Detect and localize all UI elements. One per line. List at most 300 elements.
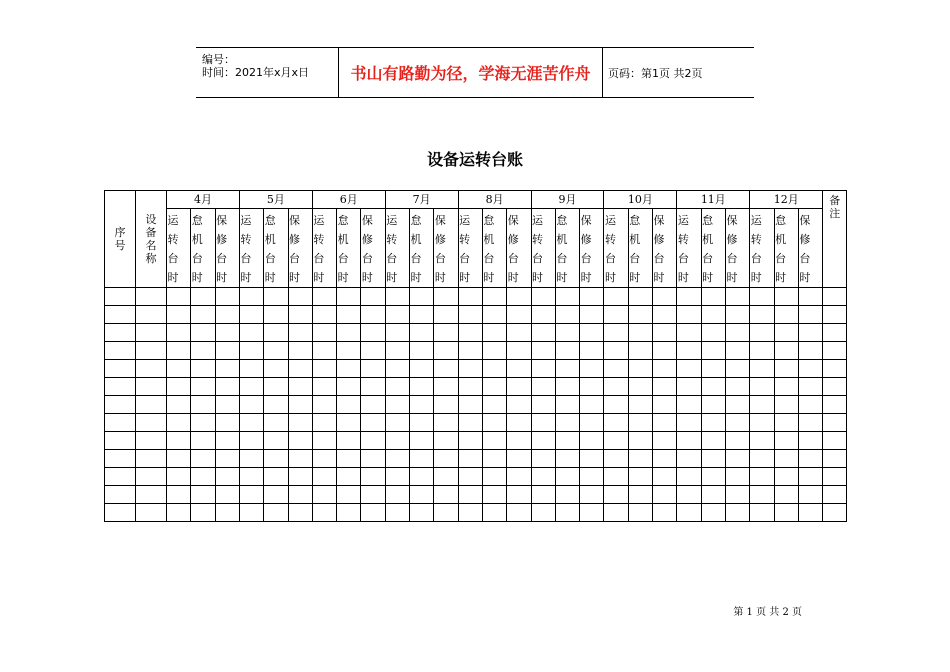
table-cell [653, 324, 677, 342]
month-header: 6月 [312, 191, 385, 209]
table-cell [555, 360, 579, 378]
table-cell [337, 396, 361, 414]
table-cell [750, 486, 774, 504]
table-cell [361, 360, 385, 378]
sub-header-label: 保修台时 [726, 214, 738, 284]
table-cell [628, 450, 652, 468]
table-cell [580, 504, 604, 522]
table-cell [750, 378, 774, 396]
sub-header-label: 运转台时 [240, 214, 252, 284]
sub-header-label: 保修台时 [507, 214, 519, 284]
table-cell [239, 306, 263, 324]
table-cell [823, 468, 847, 486]
table-cell [555, 324, 579, 342]
table-cell [410, 450, 434, 468]
table-cell [288, 324, 312, 342]
table-cell [337, 450, 361, 468]
table-cell [167, 360, 191, 378]
table-cell [191, 324, 215, 342]
table-cell [750, 432, 774, 450]
remark-header-label: 备注 [829, 194, 841, 220]
table-cell [798, 396, 822, 414]
table-cell [531, 414, 555, 432]
table-cell [264, 306, 288, 324]
sub-header [531, 209, 555, 288]
sub-header-label: 运转台时 [532, 214, 544, 284]
table-cell [105, 396, 136, 414]
table-cell [774, 288, 798, 306]
table-cell [653, 432, 677, 450]
table-cell [798, 342, 822, 360]
table-cell [288, 504, 312, 522]
table-cell [798, 504, 822, 522]
table-cell [604, 306, 628, 324]
table-cell [531, 450, 555, 468]
page-code-text: 页码：第1页 共2页 [608, 66, 703, 80]
equipment-ledger-table [104, 190, 847, 522]
table-cell [191, 288, 215, 306]
table-cell [774, 396, 798, 414]
table-cell [191, 342, 215, 360]
table-cell [312, 360, 336, 378]
table-row [105, 396, 847, 414]
table-cell [191, 306, 215, 324]
table-cell [774, 360, 798, 378]
table-cell [191, 378, 215, 396]
table-cell [823, 486, 847, 504]
table-cell [312, 468, 336, 486]
month-header: 4月 [167, 191, 240, 209]
sub-header [264, 209, 288, 288]
table-cell [385, 468, 409, 486]
table-cell [507, 288, 531, 306]
table-cell [750, 306, 774, 324]
table-cell [701, 396, 725, 414]
table-cell [361, 468, 385, 486]
table-cell [701, 450, 725, 468]
table-cell [604, 432, 628, 450]
table-cell [136, 396, 167, 414]
table-cell [750, 342, 774, 360]
sub-header-label: 运转台时 [459, 214, 471, 284]
table-cell [434, 342, 458, 360]
table-cell [774, 450, 798, 468]
table-cell [604, 360, 628, 378]
table-cell [337, 342, 361, 360]
table-cell [337, 306, 361, 324]
sub-header [507, 209, 531, 288]
table-cell [604, 342, 628, 360]
table-cell [337, 468, 361, 486]
table-cell [507, 504, 531, 522]
table-cell [312, 306, 336, 324]
table-cell [385, 360, 409, 378]
table-cell [434, 450, 458, 468]
sub-header-label: 保修台时 [361, 214, 373, 284]
sub-header [482, 209, 506, 288]
table-row [105, 414, 847, 432]
table-cell [288, 432, 312, 450]
table-cell [628, 504, 652, 522]
table-cell [458, 288, 482, 306]
table-cell [288, 378, 312, 396]
sub-header [410, 209, 434, 288]
table-cell [167, 324, 191, 342]
table-cell [385, 342, 409, 360]
table-cell [701, 360, 725, 378]
table-cell [458, 450, 482, 468]
table-cell [167, 342, 191, 360]
table-cell [264, 504, 288, 522]
table-cell [653, 396, 677, 414]
table-cell [239, 414, 263, 432]
sub-header [288, 209, 312, 288]
seq-header-label: 序号 [114, 226, 126, 252]
table-cell [725, 504, 749, 522]
table-cell [555, 342, 579, 360]
table-cell [701, 414, 725, 432]
remark-header [823, 191, 847, 288]
table-cell [653, 288, 677, 306]
sub-header-label: 怠机台时 [264, 214, 276, 284]
table-cell [628, 468, 652, 486]
table-cell [604, 414, 628, 432]
table-cell [312, 414, 336, 432]
table-cell [531, 360, 555, 378]
table-cell [774, 324, 798, 342]
table-cell [531, 396, 555, 414]
table-cell [136, 504, 167, 522]
sub-header-label: 运转台时 [386, 214, 398, 284]
document-header [196, 47, 754, 98]
sub-header-label: 保修台时 [434, 214, 446, 284]
table-cell [653, 360, 677, 378]
table-cell [410, 504, 434, 522]
table-cell [604, 468, 628, 486]
table-cell [482, 468, 506, 486]
sub-header-label: 保修台时 [216, 214, 228, 284]
table-cell [312, 288, 336, 306]
table-cell [385, 324, 409, 342]
month-header: 7月 [385, 191, 458, 209]
page-footer: 第 1 页 共 2 页 [733, 607, 802, 618]
table-cell [458, 486, 482, 504]
table-cell [215, 432, 239, 450]
table-cell [798, 324, 822, 342]
table-cell [750, 504, 774, 522]
table-cell [677, 504, 701, 522]
sub-header [750, 209, 774, 288]
table-cell [167, 378, 191, 396]
table-cell [725, 360, 749, 378]
table-cell [458, 504, 482, 522]
sub-header [167, 209, 191, 288]
table-cell [482, 504, 506, 522]
table-cell [410, 486, 434, 504]
table-cell [458, 378, 482, 396]
table-cell [136, 360, 167, 378]
table-cell [288, 450, 312, 468]
month-header: 12月 [750, 191, 823, 209]
table-cell [434, 486, 458, 504]
table-cell [823, 324, 847, 342]
table-cell [725, 396, 749, 414]
table-cell [264, 432, 288, 450]
sub-header-label: 保修台时 [799, 214, 811, 284]
sub-header [191, 209, 215, 288]
table-cell [580, 396, 604, 414]
table-cell [264, 486, 288, 504]
table-cell [215, 378, 239, 396]
table-cell [677, 432, 701, 450]
table-cell [604, 324, 628, 342]
table-cell [264, 468, 288, 486]
table-cell [531, 342, 555, 360]
table-cell [580, 486, 604, 504]
table-cell [798, 414, 822, 432]
table-cell [361, 432, 385, 450]
table-cell [653, 450, 677, 468]
table-cell [482, 486, 506, 504]
sub-header [580, 209, 604, 288]
equipment-name-header [136, 191, 167, 288]
table-cell [774, 306, 798, 324]
table-row [105, 306, 847, 324]
sub-header [458, 209, 482, 288]
table-cell [701, 342, 725, 360]
table-cell [823, 378, 847, 396]
table-cell [434, 432, 458, 450]
table-cell [628, 486, 652, 504]
table-cell [725, 414, 749, 432]
table-cell [105, 288, 136, 306]
motto-text: 书山有路勤为径，学海无涯苦作舟 [338, 48, 603, 97]
table-cell [628, 288, 652, 306]
table-cell [555, 396, 579, 414]
sub-header [215, 209, 239, 288]
table-cell [677, 468, 701, 486]
table-cell [167, 288, 191, 306]
table-cell [361, 342, 385, 360]
table-cell [361, 504, 385, 522]
table-cell [580, 288, 604, 306]
table-cell [215, 342, 239, 360]
table-cell [531, 468, 555, 486]
table-cell [288, 360, 312, 378]
table-cell [264, 396, 288, 414]
table-cell [167, 486, 191, 504]
table-cell [555, 378, 579, 396]
table-cell [798, 450, 822, 468]
table-cell [458, 324, 482, 342]
sub-header-label: 运转台时 [313, 214, 325, 284]
table-cell [136, 450, 167, 468]
table-cell [604, 378, 628, 396]
month-header: 10月 [604, 191, 677, 209]
table-cell [725, 324, 749, 342]
table-cell [136, 288, 167, 306]
table-cell [482, 360, 506, 378]
table-cell [580, 342, 604, 360]
table-cell [105, 306, 136, 324]
table-cell [531, 432, 555, 450]
table-cell [507, 342, 531, 360]
table-cell [653, 504, 677, 522]
table-cell [239, 504, 263, 522]
table-cell [482, 414, 506, 432]
table-cell [580, 378, 604, 396]
table-cell [798, 432, 822, 450]
table-cell [458, 414, 482, 432]
table-cell [239, 468, 263, 486]
table-cell [167, 432, 191, 450]
table-cell [434, 504, 458, 522]
table-row [105, 486, 847, 504]
table-cell [677, 450, 701, 468]
table-cell [239, 432, 263, 450]
sub-header [653, 209, 677, 288]
table-cell [507, 396, 531, 414]
table-cell [434, 360, 458, 378]
table-cell [580, 306, 604, 324]
table-cell [628, 324, 652, 342]
table-cell [136, 324, 167, 342]
table-cell [555, 432, 579, 450]
table-cell [531, 486, 555, 504]
table-cell [458, 432, 482, 450]
table-cell [105, 432, 136, 450]
table-cell [750, 450, 774, 468]
table-cell [264, 288, 288, 306]
sub-header-label: 保修台时 [289, 214, 300, 284]
table-row [105, 504, 847, 522]
table-cell [337, 360, 361, 378]
table-cell [531, 504, 555, 522]
table-cell [288, 306, 312, 324]
sub-header [701, 209, 725, 288]
table-cell [774, 342, 798, 360]
table-cell [701, 324, 725, 342]
sub-header-label: 怠机台时 [337, 214, 349, 284]
table-cell [410, 360, 434, 378]
table-cell [337, 378, 361, 396]
table-cell [385, 288, 409, 306]
sub-header [434, 209, 458, 288]
table-cell [385, 486, 409, 504]
table-cell [653, 342, 677, 360]
table-cell [507, 486, 531, 504]
table-cell [701, 504, 725, 522]
table-cell [215, 288, 239, 306]
table-cell [628, 342, 652, 360]
table-cell [701, 486, 725, 504]
table-cell [458, 342, 482, 360]
table-cell [167, 396, 191, 414]
table-cell [823, 414, 847, 432]
table-cell [191, 468, 215, 486]
table-cell [410, 342, 434, 360]
table-cell [312, 378, 336, 396]
table-cell [604, 288, 628, 306]
table-cell [798, 360, 822, 378]
table-cell [750, 324, 774, 342]
table-cell [628, 306, 652, 324]
code-label: 编号： [202, 53, 235, 66]
table-cell [434, 396, 458, 414]
sub-header [628, 209, 652, 288]
table-cell [385, 396, 409, 414]
table-row [105, 378, 847, 396]
table-cell [288, 468, 312, 486]
table-cell [105, 414, 136, 432]
table-cell [312, 450, 336, 468]
table-cell [264, 324, 288, 342]
sub-header [312, 209, 336, 288]
table-cell [482, 378, 506, 396]
table-cell [580, 432, 604, 450]
table-row [105, 324, 847, 342]
table-cell [136, 306, 167, 324]
table-cell [507, 414, 531, 432]
table-cell [750, 414, 774, 432]
table-cell [507, 450, 531, 468]
table-cell [482, 396, 506, 414]
table-cell [701, 468, 725, 486]
table-cell [215, 360, 239, 378]
table-cell [264, 342, 288, 360]
table-cell [105, 360, 136, 378]
table-cell [677, 360, 701, 378]
table-cell [653, 378, 677, 396]
table-cell [105, 486, 136, 504]
table-cell [555, 486, 579, 504]
table-cell [136, 342, 167, 360]
table-cell [191, 414, 215, 432]
table-cell [482, 342, 506, 360]
table-cell [482, 306, 506, 324]
table-cell [264, 378, 288, 396]
table-cell [482, 324, 506, 342]
sub-header-label: 运转台时 [677, 214, 689, 284]
table-cell [136, 432, 167, 450]
table-cell [410, 414, 434, 432]
table-cell [312, 504, 336, 522]
time-label: 时间：2021年x月x日 [202, 66, 310, 79]
table-cell [191, 450, 215, 468]
table-cell [264, 414, 288, 432]
table-cell [136, 414, 167, 432]
table-cell [239, 342, 263, 360]
month-header: 9月 [531, 191, 604, 209]
table-cell [215, 396, 239, 414]
table-cell [725, 288, 749, 306]
table-cell [215, 450, 239, 468]
sub-header [385, 209, 409, 288]
table-cell [725, 450, 749, 468]
table-cell [337, 288, 361, 306]
table-cell [677, 486, 701, 504]
table-cell [288, 486, 312, 504]
table-cell [239, 288, 263, 306]
table-row [105, 360, 847, 378]
table-cell [337, 486, 361, 504]
table-cell [798, 486, 822, 504]
table-cell [434, 414, 458, 432]
table-cell [434, 288, 458, 306]
table-cell [215, 324, 239, 342]
table-cell [167, 306, 191, 324]
table-cell [628, 396, 652, 414]
